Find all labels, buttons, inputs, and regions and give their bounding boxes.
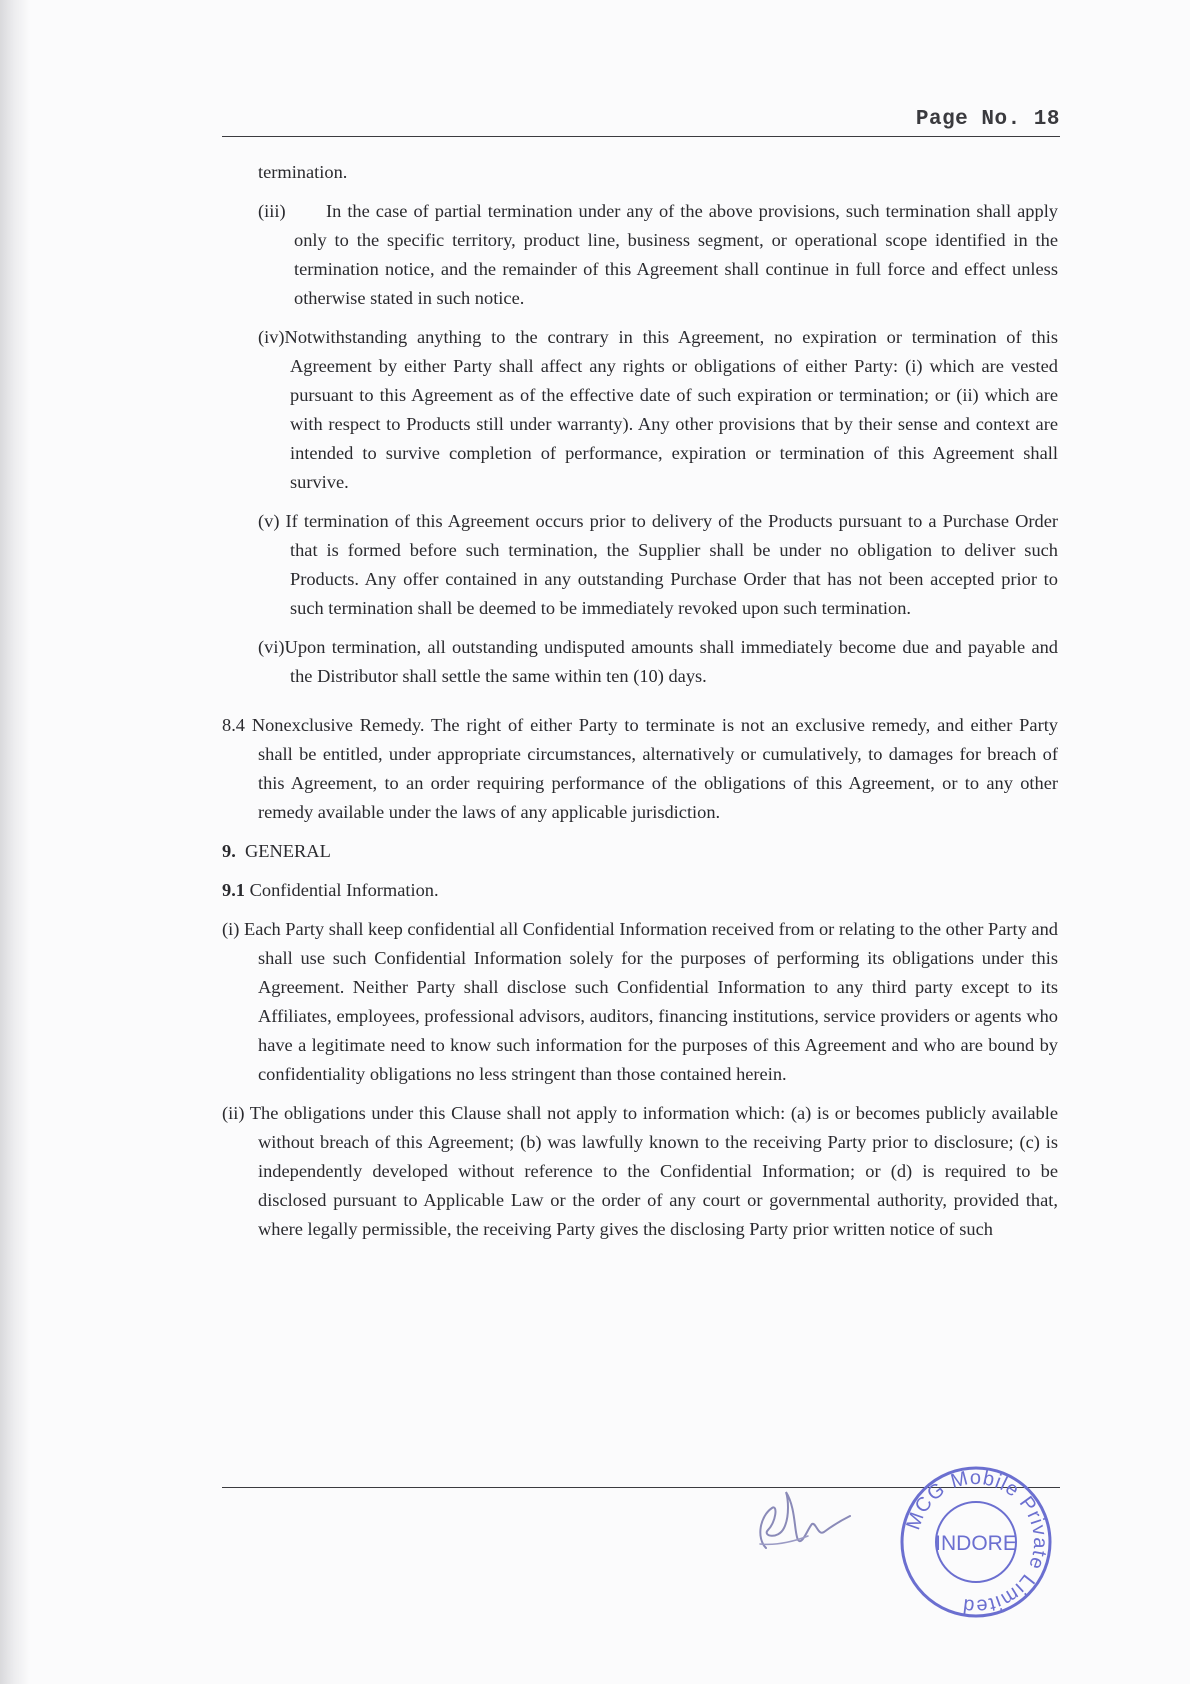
section-9-heading: [222, 837, 1058, 866]
item-iii-label: (iii): [258, 201, 286, 221]
seal-center-text: INDORE: [935, 1532, 1017, 1555]
clause-i: (i) Each Party shall keep confidential all Confidential Information received from or relating to the other Party and shall use such Confidential Information solely for the purposes of performing its obligations under this Agreement. Neither Party shall disclose such Confidential Information to any third party except to its Affiliates, employees, professional advisors, auditors, financing institutions, service providers or agents who have a legitimate need to know such information for the purposes of this Agreement and who are bound by confidentiality obligations no less stringent than those contained herein.: [222, 919, 1058, 1084]
continuation-text: termination.: [258, 162, 348, 182]
document-body: [222, 158, 1058, 1254]
scan-shadow-edge: [0, 0, 30, 1684]
header-rule: [222, 136, 1060, 137]
section-8-4: 8.4 Nonexclusive Remedy. The right of either Party to terminate is not an exclusive remedy, and either Party shall be entitled, under appropriate circumstances, alternatively or cumulatively, to damages for breach of this Agreement, to an order requiring performance of the obligations of this Agreement, or to any other remedy available under the laws of any applicable jurisdiction.: [222, 715, 1058, 822]
item-iii-text: In the case of partial termination under any of the above provisions, such termination shall apply only to the specific territory, product line, business segment, or operational scope identified in the termination notice, and the remainder of this Agreement shall continue in full force and effect unless otherwise stated in such notice.: [294, 201, 1058, 308]
item-v: (v) If termination of this Agreement occurs prior to delivery of the Products pursuant to a Purchase Order that is formed before such termination, the Supplier shall be under no obligation to deliver such Products. Any offer contained in any outstanding Purchase Order that has not been accepted prior to such termination shall be deemed to be immediately revoked upon such termination.: [258, 511, 1058, 618]
item-iv: (iv)Notwithstanding anything to the contrary in this Agreement, no expiration or termination of this Agreement by either Party shall affect any rights or obligations of either Party: (i) which are vested pursuant to this Agreement as of the effective date of such expiration or termination; or (ii) which are with respect to Products still under warranty). Any other provisions that by their sense and context are intended to survive completion of performance, expiration or termination of this Agreement shall survive.: [258, 327, 1058, 492]
clause-ii: (ii) The obligations under this Clause shall not apply to information which: (a) is or becomes publicly available without breach of this Agreement; (b) was lawfully known to the receiving Party prior to disclosure; (c) is independently developed without reference to the Confidential Information; or (d) is required to be disclosed pursuant to Applicable Law or the order of any court or governmental authority, provided that, where legally permissible, the receiving Party gives the disclosing Party prior written notice of such: [222, 1103, 1058, 1239]
section-9-1-number: 9.1: [222, 880, 245, 900]
section-9-title: GENERAL: [245, 841, 331, 861]
item-iii: [258, 197, 1058, 313]
seal-outer-text: MCG Mobile Private Limited: [902, 1466, 1052, 1618]
page-number: Page No. 18: [915, 108, 1060, 131]
section-9-1-heading: [222, 876, 1058, 905]
section-9-number: 9.: [222, 841, 236, 861]
section-9-1-title: Confidential Information.: [249, 880, 439, 900]
signature-mark: [738, 1478, 858, 1558]
company-seal: [896, 1462, 1056, 1622]
item-vi: (vi)Upon termination, all outstanding undisputed amounts shall immediately become due and payable and the Distributor shall settle the same within ten (10) days.: [258, 637, 1058, 686]
